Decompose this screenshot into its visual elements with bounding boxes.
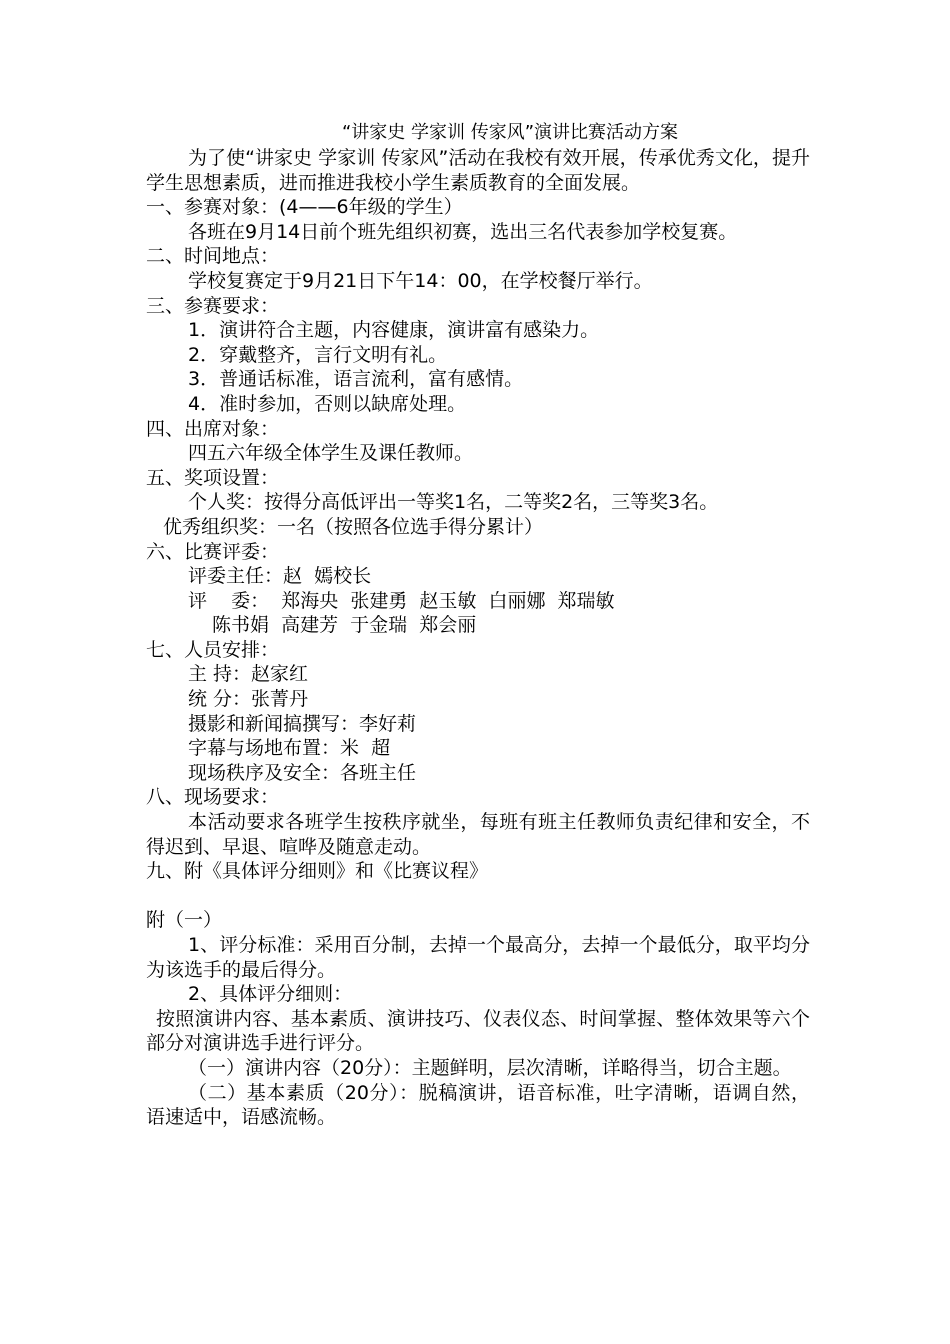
blank-line xyxy=(146,884,810,909)
judges-line-2: 陈书娟 高建芳 于金瑞 郑会丽 xyxy=(212,614,477,637)
staff-item: 统 分：张菁丹 xyxy=(188,688,309,711)
section-2-heading: 二、时间地点： xyxy=(146,245,280,268)
document-page xyxy=(146,120,810,1130)
section-6-heading: 六、比赛评委： xyxy=(146,540,280,563)
section-8-body: 本活动要求各班学生按秩序就坐，每班有班主任教师负责纪律和安全，不得迟到、早退、喧哗及随意走动。 xyxy=(146,811,810,858)
document-title: “讲家史 学家训 传家风”演讲比赛活动方案 xyxy=(341,122,679,143)
judge-director: 评委主任：赵 嫣校长 xyxy=(188,565,372,588)
section-4-body: 四五六年级全体学生及课任教师。 xyxy=(188,442,474,465)
staff-item: 摄影和新闻搞撰写：李好莉 xyxy=(188,712,417,735)
organization-award: 优秀组织奖：一名（按照各位选手得分累计） xyxy=(163,515,544,538)
requirement-item: 2．穿戴整齐，言行文明有礼。 xyxy=(188,343,448,366)
requirement-item: 4．准时参加，否则以缺席处理。 xyxy=(188,392,467,415)
judges-line-1: 评 委： 郑海央 张建勇 赵玉敏 白丽娜 郑瑞敏 xyxy=(188,589,615,612)
staff-item: 字幕与场地布置：米 超 xyxy=(188,737,391,760)
appendix-detail-heading: 2、具体评分细则： xyxy=(188,983,353,1006)
section-3-heading: 三、参赛要求： xyxy=(146,294,280,317)
section-9-heading: 九、附《具体评分细则》和《比赛议程》 xyxy=(146,860,489,883)
appendix-heading: 附（一） xyxy=(146,909,223,932)
section-4-heading: 四、出席对象： xyxy=(146,417,280,440)
section-2-body: 学校复赛定于9月21日下午14：00，在学校餐厅举行。 xyxy=(188,269,653,292)
staff-item: 主 持：赵家红 xyxy=(188,663,309,686)
appendix-basic-criteria: （二）基本素质（20分）：脱稿演讲，语音标准，吐字清晰，语调自然，语速适中，语感流畅。 xyxy=(146,1081,810,1129)
staff-item: 现场秩序及安全：各班主任 xyxy=(188,761,417,784)
requirement-item: 1．演讲符合主题，内容健康，演讲富有感染力。 xyxy=(188,319,600,342)
individual-award: 个人奖：按得分高低评出一等奖1名，二等奖2名，三等奖3名。 xyxy=(188,491,719,514)
section-1-heading: 一、参赛对象：(4——6年级的学生） xyxy=(146,196,463,219)
appendix-detail-intro: 按照演讲内容、基本素质、演讲技巧、仪表仪态、时间掌握、整体效果等六个部分对演讲选手进行评分。 xyxy=(146,1007,810,1055)
section-1-body: 各班在9月14日前个班先组织初赛，选出三名代表参加学校复赛。 xyxy=(188,220,738,243)
section-5-heading: 五、奖项设置： xyxy=(146,466,280,489)
appendix-content-criteria: （一）演讲内容（20分）：主题鲜明，层次清晰，详略得当，切合主题。 xyxy=(188,1056,792,1079)
section-7-heading: 七、人员安排： xyxy=(146,638,280,661)
section-8-heading: 八、现场要求： xyxy=(146,786,280,809)
appendix-scoring-standard: 1、评分标准：采用百分制，去掉一个最高分，去掉一个最低分，取平均分为该选手的最后得分。 xyxy=(146,934,810,981)
intro-paragraph: 为了使“讲家史 学家训 传家风”活动在我校有效开展，传承优秀文化，提升学生思想素质，进而推进我校小学生素质教育的全面发展。 xyxy=(146,147,810,194)
requirement-item: 3．普通话标准，语言流利，富有感情。 xyxy=(188,368,524,391)
